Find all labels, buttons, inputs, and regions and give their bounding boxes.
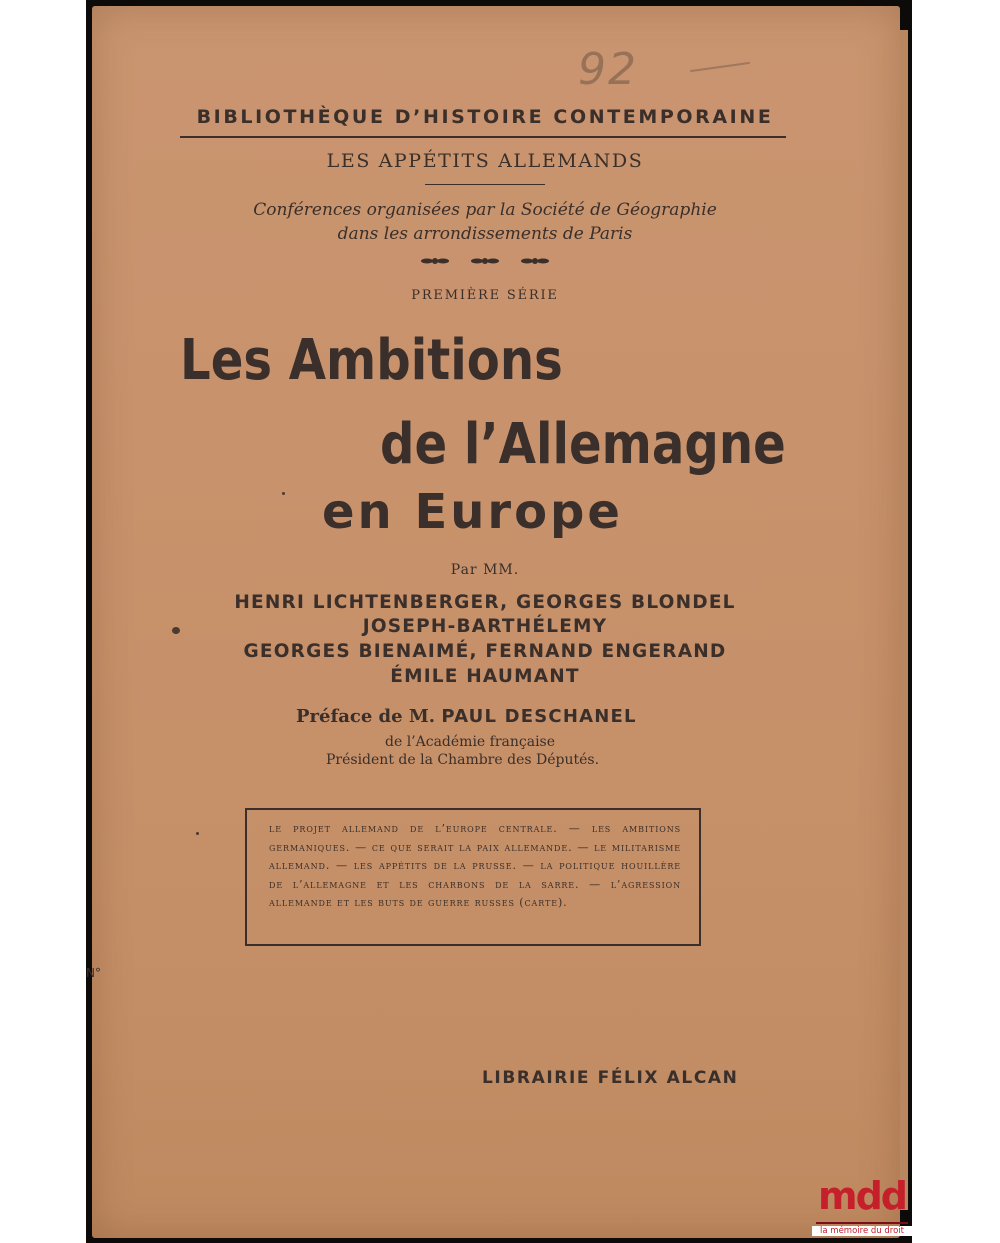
publisher: LIBRAIRIE FÉLIX ALCAN [482, 1068, 739, 1088]
author-line-1: HENRI LICHTENBERGER, GEORGES BLONDEL [234, 592, 736, 613]
title-line-3: en Europe [322, 484, 623, 540]
fleuron-icon [421, 258, 549, 264]
conference-line-1: Conférences organisées par la Société de Géographie [253, 200, 717, 220]
title-line-2: de l’Allemagne [380, 412, 786, 477]
subseries-title: LES APPÉTITS ALLEMANDS [326, 150, 644, 172]
preface-line [296, 706, 637, 727]
edge-tab-mark: N° [86, 966, 101, 980]
ornament-fleurons [420, 250, 550, 272]
logo-tagline: la mémoire du droit [812, 1226, 912, 1236]
series-number: PREMIÈRE SÉRIE [411, 288, 559, 303]
conference-line-2: dans les arrondissements de Paris [337, 224, 633, 244]
title-line-1: Les Ambitions [180, 328, 563, 393]
stain-speck [282, 492, 285, 495]
preface-author: PAUL DESCHANEL [441, 706, 637, 727]
short-rule [425, 184, 545, 185]
contents-box [245, 808, 701, 946]
stain-speck [196, 832, 199, 835]
logo-text: mdd [818, 1174, 906, 1218]
series-rule [180, 136, 786, 138]
watermark-logo [812, 1174, 912, 1242]
pencil-annotation: 92 [578, 44, 638, 95]
contents-text: le projet allemand de l’europe centrale. — les ambitions germaniques. — ce que serait la paix allemande. — le militarisme allemand. — les appétits de la prusse. — la politique houillère de l’allemagne et les charbons de la sarre. — l’agression allemande et les buts de guerre russes (carte). [269, 822, 681, 910]
author-line-2: JOSEPH-BARTHÉLEMY [362, 616, 608, 637]
authors-intro: Par MM. [450, 562, 520, 578]
preface-role-1: de l’Académie française [385, 734, 556, 750]
preface-role-2: Président de la Chambre des Députés. [326, 752, 600, 768]
background-left [0, 0, 88, 1243]
preface-prefix: Préface de M. [296, 706, 436, 727]
logo-underline [816, 1222, 908, 1224]
conference-note [180, 198, 790, 246]
series-title: BIBLIOTHÈQUE D’HISTOIRE CONTEMPORAINE [196, 106, 774, 128]
author-line-3: GEORGES BIENAIMÉ, FERNAND ENGERAND [243, 641, 727, 662]
author-line-4: ÉMILE HAUMANT [390, 666, 580, 687]
stain-speck [172, 627, 180, 634]
